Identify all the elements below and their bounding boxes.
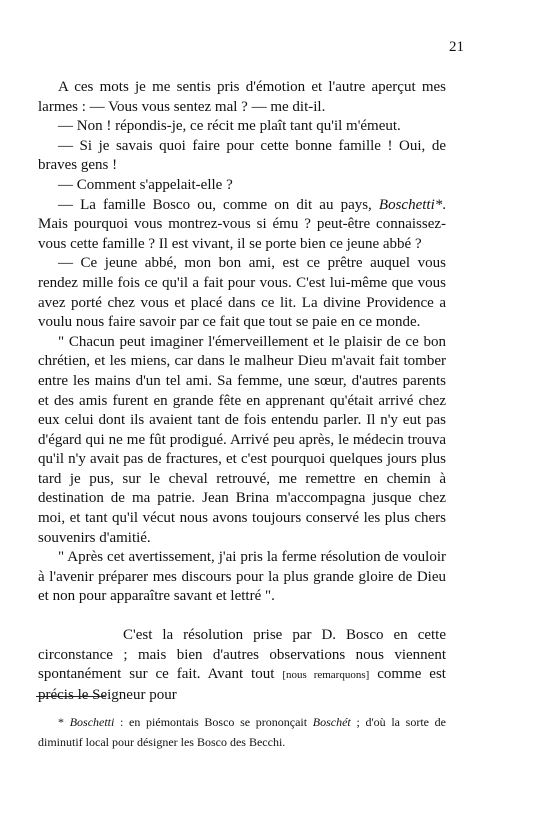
- paragraph: — Comment s'appelait-elle ?: [58, 176, 233, 193]
- paragraph: — Non ! répondis-je, ce récit me plaît tant qu'il m'émeut.: [58, 118, 401, 135]
- bracket-insertion: [nous remarquons]: [282, 669, 370, 682]
- text-run: C'est la résolution prise par D. Bosco en cette circonstance ; mais bien d'autres observations nous viennent spontanément sur ce fait. Avant tout: [38, 627, 446, 683]
- italic-term: Boschetti*: [378, 196, 443, 213]
- footnote-text: ; d'où la sorte de diminutif local pour désigner les Bosco des Becchi.: [38, 715, 446, 749]
- footnote-marker: *: [58, 715, 70, 729]
- paragraph: A ces mots je me sentis pris d'émotion et l'autre aperçut mes larmes : — Vous vous sentez mal ? — me dit-il.: [38, 79, 446, 115]
- paragraph: [38, 196, 446, 255]
- paragraph: — Ce jeune abbé, mon bon ami, est ce prêtre auquel vous rendez mille fois ce qu'il a fait pour vous. C'est lui-même que vous avez porté chez vous et placé dans ce lit. La divine Providence a voulu nous faire savoir par ce fait que tout se paie en ce monde.: [38, 255, 446, 331]
- paragraph: — Si je savais quoi faire pour cette bonne famille ! Oui, de braves gens !: [38, 137, 446, 174]
- text-run: comme est précis le Seigneur pour: [38, 666, 446, 703]
- paragraph: " Chacun peut imaginer l'émerveillement et le plaisir de ce bon chrétien, et les miens, car dans le malheur Dieu m'avait fait tomber entre les mains d'un tel ami. Sa femme, une sœur, d'autres parents et des amis furent en grande fête en apprenant qu'était arrivé chez eux celui dont ils avaient tant de fois entendu parler. Il n'y eut pas d'égard qui ne me fût prodigué. Arrivé peu après, le médecin trouva qu'il n'y avait pas de fractures, et c'est pourquoi quelques jours plus tard je pus, sur le cheval retrouvé, me remettre en chemin à destination de ma patrie. Jean Brina m'accompagna jusque chez moi, et tant qu'il vécut nous avons toujours conservé les plus chers souvenirs d'amitié.: [38, 333, 446, 546]
- text-run: . Mais pourquoi vous montrez-vous si ému ? peut-être connaissez-vous cette famille ? Il est vivant, il se porte bien ce jeune abbé ?: [38, 196, 446, 252]
- paragraph: " Après cet avertissement, j'ai pris la ferme résolution de vouloir à l'avenir préparer mes discours pour la plus grande gloire de Dieu et non pour apparaître savant et lettré ".: [38, 549, 446, 605]
- footnote-term: Boschetti: [69, 715, 115, 729]
- paragraph: [38, 626, 446, 705]
- footnote: [38, 712, 446, 752]
- page-number: 21: [449, 39, 464, 55]
- body-text: [38, 78, 446, 705]
- footnote-term-pronunciation: Boschét: [312, 715, 351, 729]
- text-run: — La famille Bosco ou, comme on dit au pays,: [58, 196, 379, 213]
- footnote-rule: [36, 696, 106, 697]
- footnote-text: : en piémontais Bosco se prononçait: [114, 715, 313, 729]
